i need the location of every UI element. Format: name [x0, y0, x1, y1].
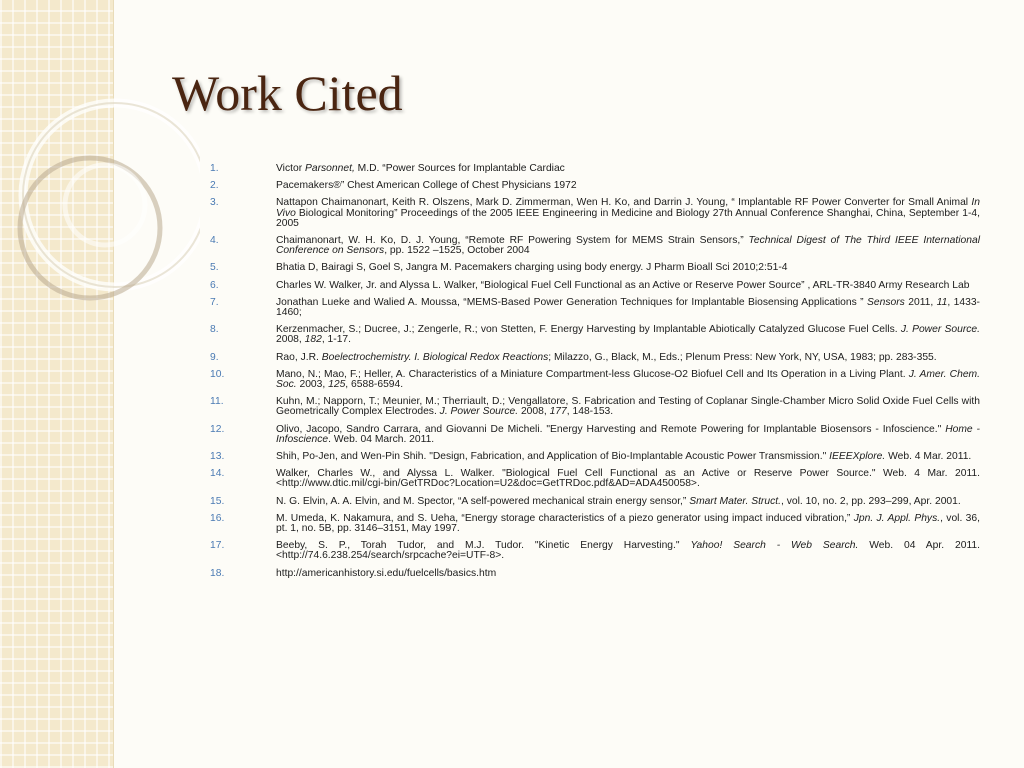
reference-item: [210, 514, 980, 534]
reference-item: [210, 198, 980, 229]
reference-text-segment: 2011,: [904, 296, 937, 308]
reference-number: 4.: [210, 235, 219, 247]
reference-italic-segment: J. Power Source.: [900, 324, 980, 336]
reference-text-segment: Biological Monitoring” Proceedings of the 2005 IEEE Engineering in Medicine and Biology 27th Annual Conference Shanghai, China, September 1-4, 2005: [276, 207, 980, 229]
reference-text: [276, 497, 980, 507]
reference-text: [276, 263, 980, 273]
reference-italic-segment: Boelectrochemistry. I. Biological Redox Reactions: [321, 351, 549, 363]
reference-text-segment: M. Umeda, K. Nakamura, and S. Ueha, “Energy storage characteristics of a piezo generator using impact induced vibration,”: [276, 512, 854, 524]
reference-text: [276, 325, 980, 345]
reference-italic-segment: IEEEXplore.: [829, 451, 886, 463]
reference-number: 18.: [210, 567, 225, 579]
reference-item: [210, 425, 980, 445]
reference-italic-segment: J. Power Source.: [439, 406, 519, 418]
reference-text: [276, 298, 980, 318]
reference-text-segment: , 148-153.: [566, 406, 614, 418]
reference-text-segment: Walker, Charles W., and Alyssa L. Walker. "Biological Fuel Cell Functional as an Active or Reserve Power Source." Web. 4 Mar. 2011. <http://www.dtic.mil/cgi-bin/GetTRDoc?Location=U2&doc=GetTRDoc.pdf&AD=ADA450058>.: [276, 468, 980, 490]
reference-text-segment: ; Milazzo, G., Black, M., Eds.; Plenum Press: New York, NY, USA, 1983; pp. 283-355.: [548, 351, 937, 363]
reference-text-segment: Nattapon Chaimanonart, Keith R. Olszens, Mark D. Zimmerman, Wen H. Ko, and Darrin J. Young, “ Implantable RF Power Converter for Small Animal: [276, 197, 972, 209]
reference-item: [210, 181, 980, 191]
reference-number: 10.: [210, 368, 225, 380]
reference-item: [210, 298, 980, 318]
reference-text-segment: Victor: [276, 163, 305, 174]
reference-text-segment: Jonathan Lueke and Walied A. Moussa, “MEMS-Based Power Generation Techniques for Implantable Biosensing Applications ”: [276, 296, 868, 308]
reference-italic-segment: Yahoo! Search - Web Search.: [690, 540, 859, 552]
reference-italic-segment: 125: [328, 379, 346, 391]
reference-text: [276, 452, 980, 462]
reference-italic-segment: Technical Digest of The Third IEEE International Conference on Sensors: [276, 235, 981, 257]
reference-number: 8.: [210, 324, 219, 336]
reference-number: 6.: [210, 279, 219, 291]
reference-text: [276, 236, 980, 256]
reference-number: 14.: [210, 468, 225, 480]
reference-item: [210, 263, 980, 273]
reference-text: [276, 198, 980, 229]
reference-list: [210, 164, 980, 586]
reference-text-segment: . Web. 04 March. 2011.: [328, 433, 435, 445]
reference-text-segment: , vol. 36, pt. 1, no. 5B, pp. 3146–3151, May 1997.: [276, 512, 980, 535]
reference-item: [210, 370, 980, 390]
reference-text-segment: Mano, N.; Mao, F.; Heller, A. Characteristics of a Miniature Compartment-less Glucose-O2 Biofuel Cell and Its Operation in a Living Plant.: [276, 368, 909, 380]
reference-text-segment: , 1-17.: [321, 334, 352, 346]
reference-item: [210, 397, 980, 417]
reference-text-segment: Web. 4 Mar. 2011.: [885, 451, 972, 463]
reference-text-segment: , vol. 10, no. 2, pp. 293–299, Apr. 2001.: [780, 495, 961, 507]
reference-text-segment: Kuhn, M.; Napporn, T.; Meunier, M.; Therriault, D.; Vengallatore, S. Fabrication and Testing of Coplanar Single-Chamber Micro Solid Oxide Fuel Cells with Geometrically Complex Electrodes.: [276, 396, 980, 418]
reference-item: [210, 541, 980, 561]
reference-italic-segment: J. Amer. Chem. Soc.: [276, 368, 980, 391]
reference-italic-segment: 177: [549, 406, 567, 418]
reference-text-segment: , pp. 1522 –1525, October 2004: [384, 245, 530, 257]
reference-text-segment: Rao, J.R.: [276, 351, 322, 363]
reference-text-segment: M.D. “Power Sources for Implantable Cardiac: [354, 163, 565, 174]
reference-italic-segment: 11: [936, 296, 948, 308]
reference-number: 16.: [210, 512, 225, 524]
reference-text: [276, 281, 980, 291]
reference-item: [210, 281, 980, 291]
reference-italic-segment: Parsonnet,: [305, 163, 355, 174]
reference-text-segment: N. G. Elvin, A. A. Elvin, and M. Spector, “A self-powered mechanical strain energy sensor,”: [276, 495, 690, 507]
reference-text-segment: Beeby, S. P., Torah Tudor, and M.J. Tudor. "Kinetic Energy Harvesting.": [276, 540, 691, 552]
slide-title: Work Cited: [172, 65, 403, 121]
reference-italic-segment: Sensors: [867, 296, 905, 308]
reference-text-segment: 2008,: [518, 406, 550, 418]
reference-item: [210, 164, 980, 174]
reference-text-segment: 2008,: [276, 334, 305, 346]
reference-text-segment: Chaimanonart, W. H. Ko, D. J. Young, “Remote RF Powering System for MEMS Strain Sensors,”: [276, 235, 749, 247]
reference-number: 3.: [210, 197, 219, 209]
reference-text: [276, 353, 980, 363]
reference-text: [276, 397, 980, 417]
reference-italic-segment: 182: [304, 334, 322, 346]
reference-italic-segment: In Vivo: [276, 197, 980, 219]
reference-number: 2.: [210, 180, 219, 192]
reference-text-segment: Bhatia D, Bairagi S, Goel S, Jangra M. Pacemakers charging using body energy. J Pharm Bioall Sci 2010;2:51-4: [276, 262, 788, 274]
decorative-rings: [0, 0, 200, 400]
reference-italic-segment: Jpn. J. Appl. Phys.: [853, 512, 941, 524]
reference-text: [276, 370, 980, 390]
reference-text-segment: 2003,: [296, 379, 329, 391]
reference-text-segment: , 6588-6594.: [345, 379, 404, 391]
reference-text-segment: Olivo, Jacopo, Sandro Carrara, and Giovanni De Micheli. "Energy Harvesting and Remote Powering for Implantable Biosensors - Infoscience.": [276, 423, 946, 435]
reference-item: [210, 353, 980, 363]
reference-text-segment: Pacemakers®” Chest American College of Chest Physicians 1972: [276, 180, 577, 192]
reference-item: [210, 236, 980, 256]
reference-number: 15.: [210, 495, 225, 507]
reference-text: [276, 164, 980, 174]
reference-text-segment: Kerzenmacher, S.; Ducree, J.; Zengerle, R.; von Stetten, F. Energy Harvesting by Implantable Abiotically Catalyzed Glucose Fuel Cells.: [276, 324, 901, 336]
reference-text: [276, 469, 980, 489]
reference-text: [276, 541, 980, 561]
reference-number: 1.: [210, 163, 219, 174]
reference-number: 7.: [210, 296, 219, 308]
reference-text-segment: , 1433-1460;: [276, 296, 980, 319]
reference-text-segment: Shih, Po-Jen, and Wen-Pin Shih. "Design, Fabrication, and Application of Bio-Implantable Acoustic Power Transmission.": [276, 451, 830, 463]
reference-item: [210, 497, 980, 507]
reference-text: [276, 514, 980, 534]
reference-item: [210, 452, 980, 462]
reference-number: 17.: [210, 540, 225, 552]
reference-text-segment: Web. 04 Apr. 2011. <http://74.6.238.254/search/srpcache?ei=UTF-8>.: [276, 540, 980, 562]
reference-text-segment: Charles W. Walker, Jr. and Alyssa L. Walker, “Biological Fuel Cell Functional as an Active or Reserve Power Source” , ARL-TR-3840 Army Research Lab: [276, 279, 970, 291]
reference-text: [276, 569, 980, 579]
reference-number: 9.: [210, 351, 219, 363]
reference-item: [210, 469, 980, 489]
reference-text: [276, 425, 980, 445]
reference-item: [210, 325, 980, 345]
reference-text: [276, 181, 980, 191]
reference-number: 5.: [210, 262, 219, 274]
reference-number: 13.: [210, 451, 225, 463]
reference-text-segment: http://americanhistory.si.edu/fuelcells/basics.htm: [276, 567, 497, 579]
reference-italic-segment: Home - Infoscience: [276, 423, 980, 445]
reference-number: 11.: [210, 396, 224, 408]
reference-italic-segment: Smart Mater. Struct.: [689, 495, 781, 507]
reference-number: 12.: [210, 423, 225, 435]
reference-item: [210, 569, 980, 579]
